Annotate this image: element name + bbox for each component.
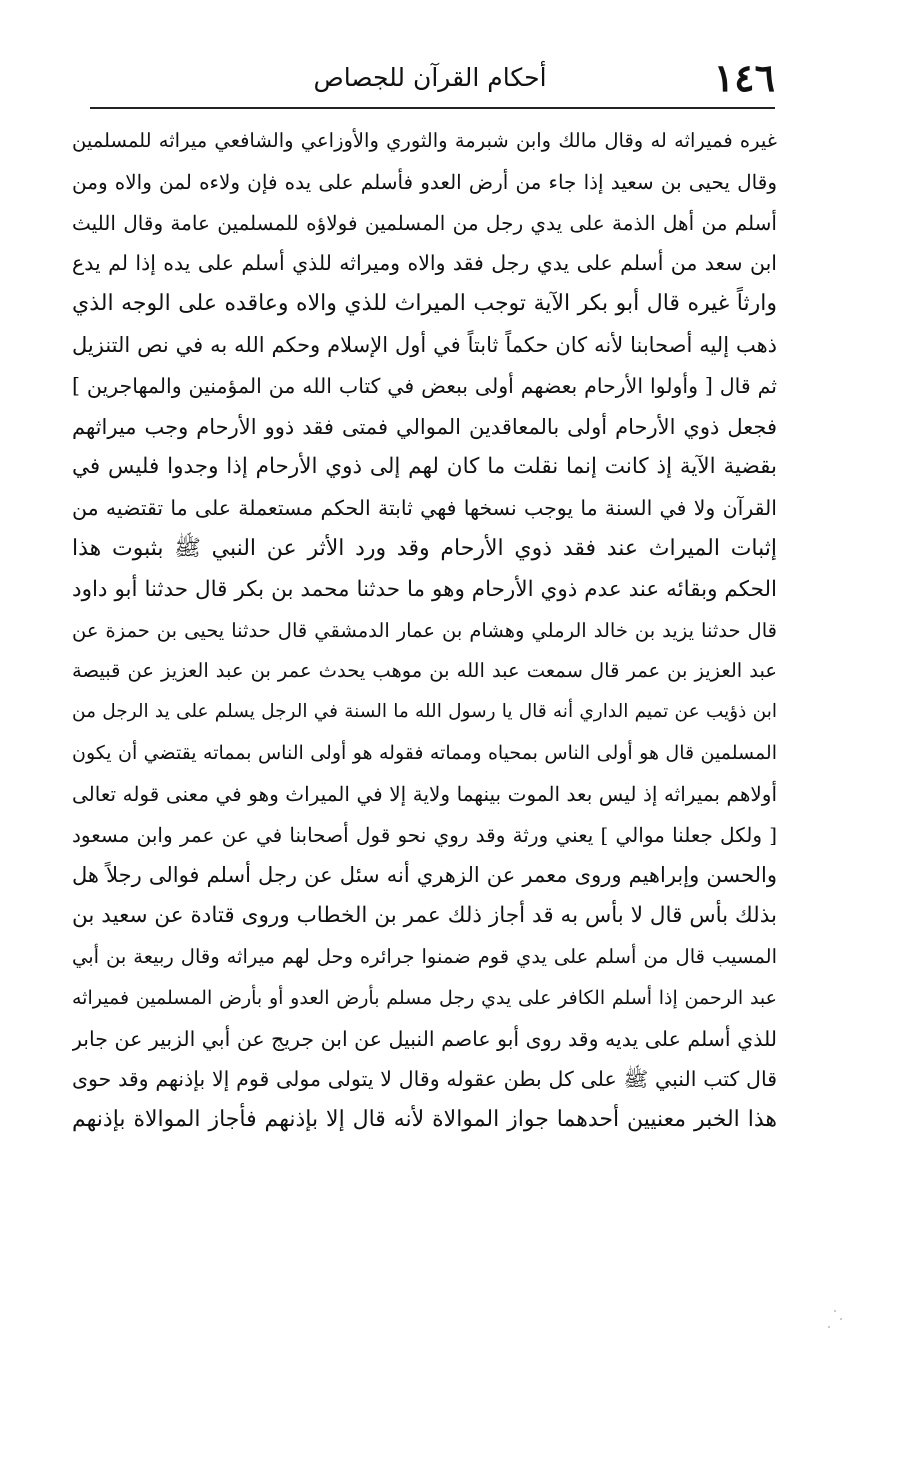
text-line: والحسن وإبراهيم وروى معمر عن الزهري أنه سئل عن رجل أسلم فوالى رجلاً هل (72, 863, 777, 888)
text-line: الحكم وبقائه عند عدم ذوي الأرحام وهو ما حدثنا محمد بن بكر قال حدثنا أبو داود (72, 576, 777, 602)
text-line: ابن ذؤيب عن تميم الداري أنه قال يا رسول الله ما السنة في الرجل يسلم على يد الرجل من (72, 701, 777, 723)
scan-speck (840, 1318, 842, 1320)
text-line: ثم قال [ وأولوا الأرحام بعضهم أولى ببعض في كتاب الله من المؤمنين والمهاجرين ] (72, 373, 777, 398)
text-line: فجعل ذوي الأرحام أولى بالمعاقدين الموالي فمتى فقد ذوو الأرحام وجب ميراثهم (72, 414, 777, 439)
text-line: وارثاً غيره قال أبو بكر الآية توجب الميراث للذي والاه وعاقده على الوجه الذي (72, 291, 777, 317)
text-line: المسلمين قال هو أولى الناس بمحياه ومماته فقوله هو أولى الناس بمماته يقتضي أن يكون (72, 741, 777, 764)
text-line: هذا الخبر معنيين أحدهما جواز الموالاة لأنه قال إلا بإذنهم فأجاز الموالاة بإذنهم (72, 1107, 777, 1133)
scan-speck (834, 1310, 836, 1312)
text-line: غيره فميراثه له وقال مالك وابن شبرمة والثوري والأوزاعي والشافعي ميراثه للمسلمين (72, 129, 777, 152)
text-line: بذلك بأس قال لا بأس به قد أجاز ذلك عمر بن الخطاب وروى قتادة عن سعيد بن (72, 903, 777, 929)
text-line: قال كتب النبي ﷺ على كل بطن عقوله وقال لا يتولى مولى قوم إلا بإذنهم وقد حوى (72, 1067, 777, 1092)
scan-speck (828, 1326, 830, 1328)
text-line: ذهب إليه أصحابنا لأنه كان حكماً ثابتاً في أول الإسلام وحكم الله به في نص التنزيل (72, 332, 777, 357)
page-header (85, 55, 775, 100)
text-line: ابن سعد من أسلم على يدي رجل فقد والاه وميراثه للذي أسلم على يده إذا لم يدع (72, 251, 777, 276)
text-line: أولاهم بميراثه إذ ليس بعد الموت بينهما ولاية إلا في الميراث وهو في معنى قوله تعالى (72, 781, 777, 806)
text-line: للذي أسلم على يديه وقد روى أبو عاصم النبيل عن ابن جريج عن أبي الزبير عن جابر (72, 1026, 777, 1051)
text-line: عبد العزيز بن عمر قال سمعت عبد الله بن موهب يحدث عمر بن عبد العزيز عن قبيصة (72, 659, 777, 683)
running-title: أحكام القرآن للجصاص (313, 63, 547, 92)
text-line: أسلم من أهل الذمة على يدي رجل من المسلمين فولاؤه للمسلمين عامة وقال الليث (72, 210, 777, 235)
text-line: بقضية الآية إذ كانت إنما نقلت ما كان لهم إلى ذوي الأرحام إذا وجدوا فليس في (72, 454, 777, 480)
text-line: وقال يحيى بن سعيد إذا جاء من أرض العدو فأسلم على يده فإن ولاءه لمن والاه ومن (72, 169, 777, 194)
text-line: المسيب قال من أسلم على يدي قوم ضمنوا جرائره وحل لهم ميراثه وقال ربيعة بن أبي (72, 944, 777, 968)
text-line: إثبات الميراث عند فقد ذوي الأرحام وقد ورد الأثر عن النبي ﷺ بثبوت هذا (72, 535, 777, 561)
header-rule (90, 107, 775, 109)
page-number: ١٤٦ (713, 55, 775, 100)
text-line: [ ولكل جعلنا موالي ] يعني ورثة وقد روي نحو قول أصحابنا في عن عمر وابن مسعود (72, 822, 777, 847)
text-line: قال حدثنا يزيد بن خالد الرملي وهشام بن عمار الدمشقي قال حدثنا يحيى بن حمزة عن (72, 618, 777, 642)
text-line: عبد الرحمن إذا أسلم الكافر على يدي رجل مسلم بأرض العدو أو بأرض المسلمين فميراثه (72, 986, 777, 1009)
body-text (72, 121, 777, 1141)
text-line: القرآن ولا في السنة ما يوجب نسخها فهي ثابتة الحكم مستعملة على ما تقتضيه من (72, 496, 777, 521)
